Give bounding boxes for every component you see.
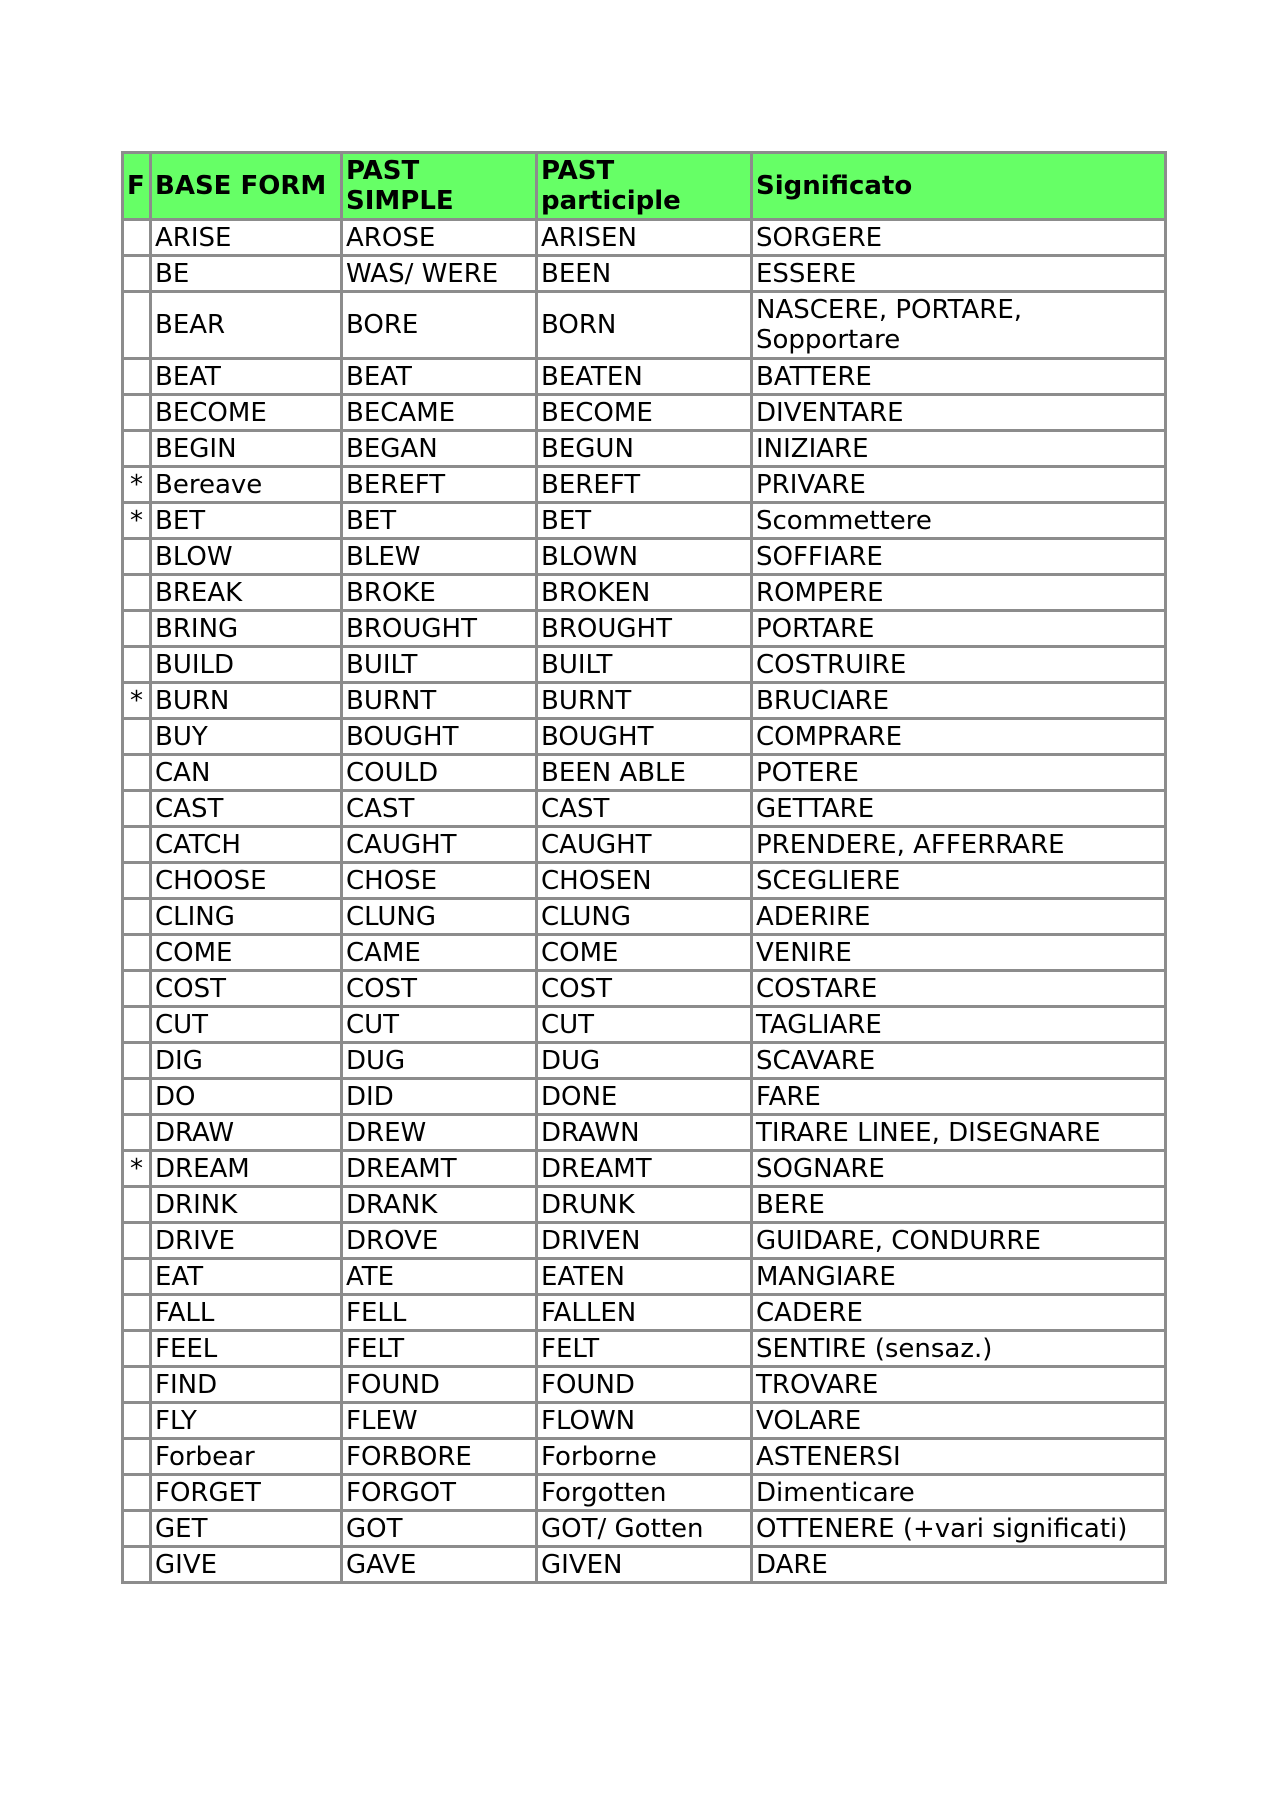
cell-past-simple: CUT — [342, 1007, 537, 1043]
table-row — [123, 1547, 1166, 1583]
cell-past-simple: BLEW — [342, 539, 537, 575]
cell-flag — [123, 719, 151, 755]
cell-base-form: DRINK — [151, 1187, 342, 1223]
cell-past-participle: CHOSEN — [537, 863, 752, 899]
cell-base-form: CAST — [151, 791, 342, 827]
cell-base-form: BEGIN — [151, 431, 342, 467]
cell-past-simple: DRANK — [342, 1187, 537, 1223]
cell-flag — [123, 575, 151, 611]
table-row — [123, 647, 1166, 683]
cell-meaning: TIRARE LINEE, DISEGNARE — [752, 1115, 1166, 1151]
cell-base-form: EAT — [151, 1259, 342, 1295]
table-row — [123, 683, 1166, 719]
cell-meaning: POTERE — [752, 755, 1166, 791]
cell-base-form: DRIVE — [151, 1223, 342, 1259]
cell-base-form: BUY — [151, 719, 342, 755]
cell-meaning: SENTIRE (sensaz.) — [752, 1331, 1166, 1367]
table-row — [123, 1187, 1166, 1223]
cell-past-participle: BLOWN — [537, 539, 752, 575]
cell-meaning: GUIDARE, CONDURRE — [752, 1223, 1166, 1259]
table-row — [123, 220, 1166, 256]
cell-meaning: PORTARE — [752, 611, 1166, 647]
cell-past-simple: FOUND — [342, 1367, 537, 1403]
header-base-form: BASE FORM — [151, 153, 342, 220]
cell-flag — [123, 1295, 151, 1331]
cell-base-form: CATCH — [151, 827, 342, 863]
cell-meaning: Scommettere — [752, 503, 1166, 539]
cell-flag — [123, 1331, 151, 1367]
cell-flag — [123, 899, 151, 935]
table-row — [123, 359, 1166, 395]
cell-past-simple: DROVE — [342, 1223, 537, 1259]
cell-base-form: GIVE — [151, 1547, 342, 1583]
cell-flag — [123, 1259, 151, 1295]
cell-past-simple: FELL — [342, 1295, 537, 1331]
table-header-row — [123, 153, 1166, 220]
table-row — [123, 1115, 1166, 1151]
table-row — [123, 292, 1166, 359]
cell-past-simple: DREAMT — [342, 1151, 537, 1187]
cell-flag — [123, 827, 151, 863]
cell-past-participle: BROKEN — [537, 575, 752, 611]
cell-meaning: DARE — [752, 1547, 1166, 1583]
cell-past-simple: GAVE — [342, 1547, 537, 1583]
cell-base-form: DREAM — [151, 1151, 342, 1187]
cell-flag — [123, 1007, 151, 1043]
cell-past-participle: BUILT — [537, 647, 752, 683]
cell-meaning: MANGIARE — [752, 1259, 1166, 1295]
cell-past-participle: DRAWN — [537, 1115, 752, 1151]
cell-base-form: ARISE — [151, 220, 342, 256]
cell-base-form: BECOME — [151, 395, 342, 431]
cell-past-participle: BORN — [537, 292, 752, 359]
cell-past-simple: BROKE — [342, 575, 537, 611]
cell-meaning: VENIRE — [752, 935, 1166, 971]
cell-past-participle: BEREFT — [537, 467, 752, 503]
cell-past-simple: CLUNG — [342, 899, 537, 935]
cell-flag — [123, 1439, 151, 1475]
cell-flag — [123, 220, 151, 256]
table-row — [123, 1295, 1166, 1331]
cell-base-form: FLY — [151, 1403, 342, 1439]
cell-meaning: SCAVARE — [752, 1043, 1166, 1079]
cell-past-simple: FORBORE — [342, 1439, 537, 1475]
header-past-participle: PAST participle — [537, 153, 752, 220]
cell-flag — [123, 395, 151, 431]
cell-flag — [123, 863, 151, 899]
cell-base-form: DO — [151, 1079, 342, 1115]
cell-past-participle: FELT — [537, 1331, 752, 1367]
cell-base-form: GET — [151, 1511, 342, 1547]
cell-meaning: SOGNARE — [752, 1151, 1166, 1187]
cell-base-form: FORGET — [151, 1475, 342, 1511]
cell-past-participle: BEATEN — [537, 359, 752, 395]
cell-past-participle: ARISEN — [537, 220, 752, 256]
cell-base-form: BURN — [151, 683, 342, 719]
cell-flag — [123, 935, 151, 971]
cell-past-participle: DRIVEN — [537, 1223, 752, 1259]
cell-past-simple: BURNT — [342, 683, 537, 719]
cell-meaning: ASTENERSI — [752, 1439, 1166, 1475]
table-row — [123, 1367, 1166, 1403]
cell-base-form: FEEL — [151, 1331, 342, 1367]
cell-meaning: PRIVARE — [752, 467, 1166, 503]
cell-meaning: COSTARE — [752, 971, 1166, 1007]
cell-past-simple: DUG — [342, 1043, 537, 1079]
table-row — [123, 755, 1166, 791]
table-row — [123, 899, 1166, 935]
cell-meaning: INIZIARE — [752, 431, 1166, 467]
cell-past-simple: DREW — [342, 1115, 537, 1151]
cell-past-participle: Forgotten — [537, 1475, 752, 1511]
cell-past-participle: BROUGHT — [537, 611, 752, 647]
cell-flag — [123, 791, 151, 827]
cell-past-simple: FELT — [342, 1331, 537, 1367]
cell-flag — [123, 647, 151, 683]
cell-meaning: ADERIRE — [752, 899, 1166, 935]
cell-base-form: CUT — [151, 1007, 342, 1043]
cell-base-form: CAN — [151, 755, 342, 791]
cell-past-participle: DRUNK — [537, 1187, 752, 1223]
cell-base-form: CLING — [151, 899, 342, 935]
cell-past-participle: GIVEN — [537, 1547, 752, 1583]
cell-flag — [123, 1403, 151, 1439]
table-row — [123, 395, 1166, 431]
cell-base-form: COME — [151, 935, 342, 971]
cell-past-simple: FORGOT — [342, 1475, 537, 1511]
cell-flag — [123, 1511, 151, 1547]
table-row — [123, 1403, 1166, 1439]
cell-flag — [123, 1043, 151, 1079]
cell-past-simple: FLEW — [342, 1403, 537, 1439]
table-row — [123, 256, 1166, 292]
table-row — [123, 467, 1166, 503]
cell-meaning: Dimenticare — [752, 1475, 1166, 1511]
cell-flag — [123, 1187, 151, 1223]
cell-base-form: BREAK — [151, 575, 342, 611]
cell-meaning: COMPRARE — [752, 719, 1166, 755]
cell-past-simple: BECAME — [342, 395, 537, 431]
cell-meaning: BATTERE — [752, 359, 1166, 395]
cell-past-participle: FLOWN — [537, 1403, 752, 1439]
cell-base-form: Bereave — [151, 467, 342, 503]
table-row — [123, 431, 1166, 467]
cell-flag — [123, 1079, 151, 1115]
cell-base-form: BEAR — [151, 292, 342, 359]
cell-meaning: SCEGLIERE — [752, 863, 1166, 899]
cell-past-participle: CLUNG — [537, 899, 752, 935]
cell-past-participle: COST — [537, 971, 752, 1007]
cell-base-form: BEAT — [151, 359, 342, 395]
cell-past-simple: CHOSE — [342, 863, 537, 899]
cell-past-simple: BET — [342, 503, 537, 539]
cell-meaning: TROVARE — [752, 1367, 1166, 1403]
cell-base-form: BLOW — [151, 539, 342, 575]
table-row — [123, 791, 1166, 827]
table-body — [123, 220, 1166, 1583]
cell-flag — [123, 431, 151, 467]
cell-past-simple: BEREFT — [342, 467, 537, 503]
cell-base-form: BRING — [151, 611, 342, 647]
cell-past-simple: BORE — [342, 292, 537, 359]
header-past-simple: PAST SIMPLE — [342, 153, 537, 220]
cell-past-simple: COULD — [342, 755, 537, 791]
cell-flag — [123, 1115, 151, 1151]
cell-base-form: FALL — [151, 1295, 342, 1331]
table-row — [123, 1151, 1166, 1187]
table-row — [123, 863, 1166, 899]
cell-base-form: COST — [151, 971, 342, 1007]
table-row — [123, 1259, 1166, 1295]
cell-past-participle: BET — [537, 503, 752, 539]
table-row — [123, 575, 1166, 611]
cell-meaning: PRENDERE, AFFERRARE — [752, 827, 1166, 863]
cell-base-form: DIG — [151, 1043, 342, 1079]
cell-flag — [123, 1367, 151, 1403]
cell-past-simple: AROSE — [342, 220, 537, 256]
cell-past-simple: GOT — [342, 1511, 537, 1547]
table-row — [123, 1079, 1166, 1115]
table-row — [123, 1475, 1166, 1511]
cell-past-simple: BEGAN — [342, 431, 537, 467]
cell-meaning: BERE — [752, 1187, 1166, 1223]
cell-flag — [123, 971, 151, 1007]
cell-past-simple: CAUGHT — [342, 827, 537, 863]
cell-base-form: BUILD — [151, 647, 342, 683]
table-row — [123, 1043, 1166, 1079]
cell-meaning: TAGLIARE — [752, 1007, 1166, 1043]
cell-past-simple: BROUGHT — [342, 611, 537, 647]
cell-past-simple: BEAT — [342, 359, 537, 395]
cell-past-participle: BEEN ABLE — [537, 755, 752, 791]
table-row — [123, 935, 1166, 971]
cell-past-participle: BEEN — [537, 256, 752, 292]
cell-flag: * — [123, 467, 151, 503]
cell-flag — [123, 1223, 151, 1259]
table-row — [123, 1511, 1166, 1547]
cell-past-participle: EATEN — [537, 1259, 752, 1295]
cell-flag: * — [123, 503, 151, 539]
cell-past-participle: BURNT — [537, 683, 752, 719]
cell-past-participle: DONE — [537, 1079, 752, 1115]
cell-meaning: SOFFIARE — [752, 539, 1166, 575]
cell-past-participle: DUG — [537, 1043, 752, 1079]
cell-base-form: DRAW — [151, 1115, 342, 1151]
cell-past-participle: CUT — [537, 1007, 752, 1043]
cell-past-participle: BOUGHT — [537, 719, 752, 755]
cell-meaning: COSTRUIRE — [752, 647, 1166, 683]
cell-flag — [123, 292, 151, 359]
cell-past-simple: CAST — [342, 791, 537, 827]
cell-meaning: BRUCIARE — [752, 683, 1166, 719]
cell-flag: * — [123, 1151, 151, 1187]
cell-flag: * — [123, 683, 151, 719]
cell-flag — [123, 256, 151, 292]
cell-past-participle: GOT/ Gotten — [537, 1511, 752, 1547]
cell-past-participle: CAUGHT — [537, 827, 752, 863]
cell-past-participle: BECOME — [537, 395, 752, 431]
cell-meaning: ESSERE — [752, 256, 1166, 292]
cell-past-participle: Forborne — [537, 1439, 752, 1475]
irregular-verbs-table — [121, 151, 1167, 1584]
cell-meaning: CADERE — [752, 1295, 1166, 1331]
table-row — [123, 611, 1166, 647]
cell-flag — [123, 1475, 151, 1511]
table-row — [123, 971, 1166, 1007]
cell-past-simple: WAS/ WERE — [342, 256, 537, 292]
cell-flag — [123, 755, 151, 791]
cell-meaning: FARE — [752, 1079, 1166, 1115]
cell-past-simple: COST — [342, 971, 537, 1007]
cell-meaning: DIVENTARE — [752, 395, 1166, 431]
cell-meaning: OTTENERE (+vari significati) — [752, 1511, 1166, 1547]
cell-past-participle: DREAMT — [537, 1151, 752, 1187]
header-flag: F — [123, 153, 151, 220]
table-row — [123, 827, 1166, 863]
cell-meaning: GETTARE — [752, 791, 1166, 827]
table-row — [123, 1439, 1166, 1475]
cell-past-participle: BEGUN — [537, 431, 752, 467]
cell-past-participle: FOUND — [537, 1367, 752, 1403]
header-meaning: Significato — [752, 153, 1166, 220]
cell-flag — [123, 539, 151, 575]
cell-flag — [123, 611, 151, 647]
cell-past-simple: BUILT — [342, 647, 537, 683]
cell-base-form: BET — [151, 503, 342, 539]
table-row — [123, 503, 1166, 539]
cell-base-form: CHOOSE — [151, 863, 342, 899]
table-row — [123, 1007, 1166, 1043]
cell-meaning: SORGERE — [752, 220, 1166, 256]
cell-past-participle: CAST — [537, 791, 752, 827]
cell-base-form: FIND — [151, 1367, 342, 1403]
cell-flag — [123, 359, 151, 395]
cell-past-participle: FALLEN — [537, 1295, 752, 1331]
table-row — [123, 719, 1166, 755]
cell-past-simple: DID — [342, 1079, 537, 1115]
cell-past-simple: ATE — [342, 1259, 537, 1295]
cell-base-form: BE — [151, 256, 342, 292]
table-row — [123, 539, 1166, 575]
cell-flag — [123, 1547, 151, 1583]
cell-meaning: ROMPERE — [752, 575, 1166, 611]
cell-past-participle: COME — [537, 935, 752, 971]
table-row — [123, 1223, 1166, 1259]
cell-meaning: NASCERE, PORTARE, Sopportare — [752, 292, 1166, 359]
cell-base-form: Forbear — [151, 1439, 342, 1475]
table-row — [123, 1331, 1166, 1367]
cell-meaning: VOLARE — [752, 1403, 1166, 1439]
cell-past-simple: BOUGHT — [342, 719, 537, 755]
cell-past-simple: CAME — [342, 935, 537, 971]
